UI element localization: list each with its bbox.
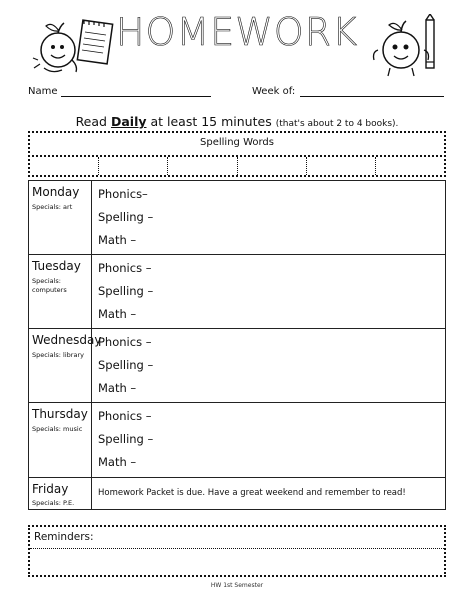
day-name: Monday bbox=[32, 185, 80, 199]
day-column bbox=[29, 255, 92, 328]
day-row-wednesday bbox=[29, 329, 445, 403]
reading-instruction bbox=[0, 114, 474, 129]
spelling-cell[interactable] bbox=[168, 157, 237, 175]
subject-phonics: Phonics – bbox=[98, 261, 152, 275]
reminders-label: Reminders: bbox=[34, 531, 94, 543]
name-field[interactable] bbox=[61, 96, 211, 97]
subject-spelling: Spelling – bbox=[98, 432, 154, 446]
spelling-cell[interactable] bbox=[376, 157, 444, 175]
day-special: Specials: P.E. bbox=[32, 499, 75, 507]
day-name: Wednesday bbox=[32, 333, 102, 347]
apple-pencil-clipart-icon bbox=[368, 14, 448, 78]
subject-phonics: Phonics– bbox=[98, 187, 148, 201]
subject-spelling: Spelling – bbox=[98, 210, 154, 224]
spelling-cell[interactable] bbox=[30, 157, 99, 175]
spelling-cell[interactable] bbox=[307, 157, 376, 175]
day-name: Thursday bbox=[32, 407, 88, 421]
page-title: HOMEWORK bbox=[115, 10, 359, 54]
day-column bbox=[29, 478, 92, 509]
day-column bbox=[29, 329, 102, 402]
name-label: Name bbox=[28, 86, 58, 97]
spelling-cell[interactable] bbox=[99, 157, 168, 175]
subject-phonics: Phonics – bbox=[98, 409, 152, 423]
reading-prefix: Read bbox=[75, 114, 107, 129]
spelling-cell[interactable] bbox=[238, 157, 307, 175]
subject-phonics: Phonics – bbox=[98, 335, 152, 349]
weekly-table bbox=[28, 180, 446, 510]
reading-emphasis: Daily bbox=[110, 114, 147, 129]
subject-math: Math – bbox=[98, 233, 137, 247]
day-column bbox=[29, 403, 92, 477]
day-special: Specials: library bbox=[32, 351, 84, 359]
day-name: Tuesday bbox=[32, 259, 81, 273]
day-row-friday bbox=[29, 478, 445, 509]
subject-math: Math – bbox=[98, 381, 137, 395]
subject-spelling: Spelling – bbox=[98, 358, 154, 372]
day-row-tuesday bbox=[29, 255, 445, 329]
reading-suffix: at least 15 minutes bbox=[150, 114, 272, 129]
subject-spelling: Spelling – bbox=[98, 284, 154, 298]
footer-text: HW 1st Semester bbox=[210, 582, 264, 589]
day-special: Specials: music bbox=[32, 425, 83, 433]
day-special: Specials: computers bbox=[32, 277, 67, 294]
day-name: Friday bbox=[32, 482, 69, 496]
friday-note: Homework Packet is due. Have a great weekend and remember to read! bbox=[98, 488, 406, 498]
spelling-grid bbox=[30, 157, 444, 175]
subject-math: Math – bbox=[98, 455, 137, 469]
week-field[interactable] bbox=[300, 96, 444, 97]
day-row-monday bbox=[29, 181, 445, 255]
spelling-title: Spelling Words bbox=[200, 137, 274, 148]
week-label: Week of: bbox=[252, 86, 296, 97]
day-column bbox=[29, 181, 92, 254]
day-row-thursday bbox=[29, 403, 445, 478]
subject-math: Math – bbox=[98, 307, 137, 321]
day-special: Specials: art bbox=[32, 203, 73, 211]
reading-note: (that's about 2 to 4 books). bbox=[275, 119, 399, 129]
reminders-divider bbox=[30, 548, 444, 549]
